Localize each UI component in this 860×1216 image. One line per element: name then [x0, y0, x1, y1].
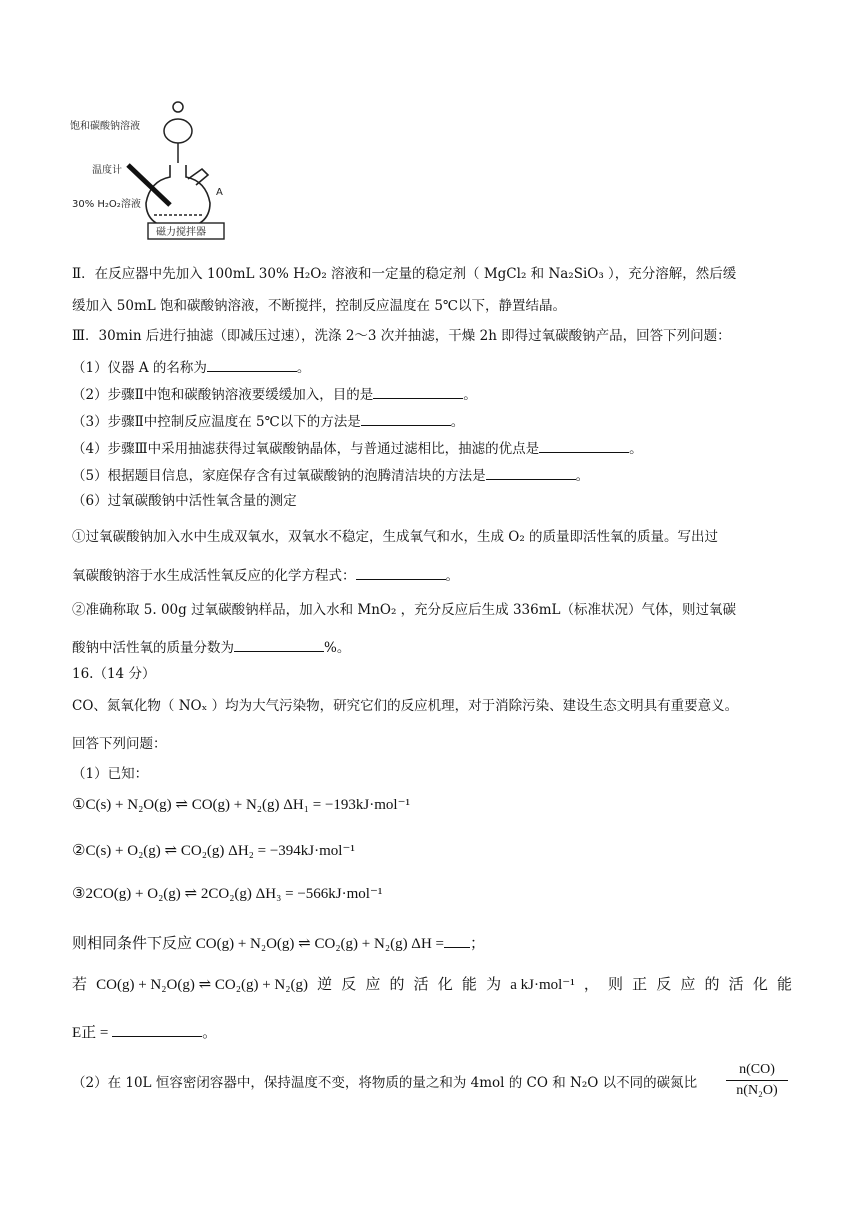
question-2-end: 。 [463, 387, 477, 403]
equation-2: ②C(s) + O₂(g) ⇌ CO₂(g) ΔH₂ = −394kJ·mol⁻¹ [72, 843, 355, 859]
flask-icon [146, 165, 210, 229]
activation-energy-word: 应 [680, 977, 696, 993]
equation-1: ①C(s) + N₂O(g) ⇌ CO(g) + N₂(g) ΔH₁ = −193kJ·mol⁻¹ [72, 797, 410, 813]
equation-3: ③2CO(g) + O₂(g) ⇌ 2CO₂(g) ΔH₃ = −566kJ·mol⁻¹ [72, 886, 383, 902]
activation-energy-word: 的 [704, 977, 720, 993]
forward-ea-end: 。 [202, 1025, 218, 1041]
step2-line2: 缓加入 50mL 饱和碳酸钠溶液，不断搅拌，控制反应温度在 5℃以下，静置结晶。 [72, 298, 567, 314]
answer-blank-5[interactable] [486, 465, 576, 480]
activation-energy-word: 能 [776, 977, 792, 993]
answer-blank-4[interactable] [539, 438, 629, 453]
question-16-heading: 16.（14 分） [72, 666, 156, 682]
question-6a-line2 [72, 565, 459, 585]
known-label: （1）已知： [72, 766, 149, 782]
answer-blank-dh[interactable] [444, 933, 470, 948]
question-3-text: （3）步骤Ⅱ中控制反应温度在 5℃以下的方法是 [72, 414, 361, 430]
equation-4 [72, 933, 485, 953]
fraction-numerator: n(CO) [739, 1062, 775, 1077]
label-stirrer: 磁力搅拌器 [156, 227, 206, 238]
activation-energy-word: ， [583, 977, 599, 993]
question-6b-end: %。 [324, 640, 351, 656]
question-6a-end: 。 [445, 568, 459, 584]
intro-line1: CO、氮氧化物（ NOₓ ）均为大气污染物，研究它们的反应机理，对于消除污染、建设生态文明具有重要意义。 [72, 698, 739, 714]
answer-blank-6b[interactable] [234, 637, 324, 652]
label-h2o2: 30% H₂O₂溶液 [72, 199, 141, 210]
activation-energy-word: 化 [752, 977, 768, 993]
question-6b-line2 [72, 637, 350, 657]
step3-line: Ⅲ．30min 后进行抽滤（即减压过速），洗涤 2～3 次并抽滤，干燥 2h 即得过氧碳酸钠产品，回答下列问题： [72, 328, 731, 344]
activation-energy-word: 的 [389, 977, 405, 993]
activation-energy-word: 反 [341, 977, 357, 993]
funnel-icon [164, 102, 192, 163]
activation-energy-word: 化 [437, 977, 453, 993]
label-a: A [216, 187, 223, 198]
question-3-end: 。 [450, 414, 465, 430]
question-4-text: （4）步骤Ⅲ中采用抽滤获得过氧碳酸钠晶体，与普通过滤相比，抽滤的优点是 [72, 441, 540, 457]
question-3 [72, 411, 464, 431]
question-6a-text: 氧碳酸钠溶于水生成活性氧反应的化学方程式： [72, 568, 356, 584]
question-6b-line1: ②准确称取 5. 00g 过氧碳酸钠样品，加入水和 MnO₂ ，充分反应后生成 336mL（标准状况）气体，则过氧碳 [72, 602, 736, 618]
activation-energy-word: CO(g) + N₂O(g) ⇌ CO₂(g) + N₂(g) [96, 977, 308, 993]
question-2-text: （2）步骤Ⅱ中饱和碳酸钠溶液要缓缓加入，目的是 [72, 387, 374, 403]
activation-energy-word: 反 [656, 977, 672, 993]
activation-energy-word: 逆 [317, 977, 333, 993]
forward-ea-label: E正 = [72, 1025, 109, 1041]
equation-4-text: 则相同条件下反应 CO(g) + N₂O(g) ⇌ CO₂(g) + N₂(g) ΔH = [72, 936, 444, 952]
label-thermometer: 温度计 [92, 165, 122, 176]
equation-4-end: ； [470, 936, 486, 952]
label-solution: 饱和碳酸钠溶液 [70, 121, 140, 132]
activation-energy-word: 为 [486, 977, 502, 993]
activation-energy-word: 活 [728, 977, 744, 993]
forward-ea-line [72, 1022, 217, 1042]
apparatus-figure [70, 95, 240, 245]
answer-blank-6a[interactable] [356, 565, 446, 580]
intro-line2: 回答下列问题： [72, 736, 167, 752]
answer-blank-3[interactable] [361, 411, 451, 426]
question-2 [72, 384, 477, 404]
activation-energy-word: 应 [365, 977, 381, 993]
answer-blank-2[interactable] [373, 384, 463, 399]
answer-blank-1[interactable] [207, 357, 297, 372]
question-5-end: 。 [575, 468, 590, 484]
question-2-16: （2）在 10L 恒容密闭容器中，保持温度不变，将物质的量之和为 4mol 的 CO 和 N₂O 以不同的碳氮比 [72, 1075, 698, 1091]
question-6b-text: 酸钠中活性氧的质量分数为 [72, 640, 234, 656]
question-6a-line1: ①过氧碳酸钠加入水中生成双氧水，双氧水不稳定，生成氧气和水，生成 O₂ 的质量即活性氧的质量。写出过 [72, 529, 719, 545]
activation-energy-word: 则 [607, 977, 623, 993]
answer-blank-ea[interactable] [112, 1022, 202, 1037]
activation-energy-line [72, 976, 792, 994]
question-1-end: 。 [296, 360, 311, 376]
ratio-fraction [726, 1062, 788, 1099]
activation-energy-word: 正 [632, 977, 648, 993]
question-5 [72, 465, 589, 485]
activation-energy-word: 若 [72, 977, 88, 993]
fraction-denominator: n(N₂O) [736, 1083, 778, 1098]
question-4 [72, 438, 643, 458]
question-6: （6）过氧碳酸钠中活性氧含量的测定 [72, 493, 297, 509]
question-4-end: 。 [629, 441, 643, 457]
question-1 [72, 357, 310, 377]
activation-energy-word: 能 [461, 977, 477, 993]
question-1-text: （1）仪器 A 的名称为 [72, 360, 207, 376]
question-5-text: （5）根据题目信息，家庭保存含有过氧碳酸钠的泡腾清洁块的方法是 [72, 468, 486, 484]
fraction-bar [726, 1080, 788, 1081]
activation-energy-word: a kJ·mol⁻¹ [510, 977, 575, 993]
step2-line1: Ⅱ．在反应器中先加入 100mL 30% H₂O₂ 溶液和一定量的稳定剂（ MgCl₂ 和 Na₂SiO₃ ），充分溶解，然后缓 [72, 266, 737, 282]
activation-energy-word: 活 [413, 977, 429, 993]
